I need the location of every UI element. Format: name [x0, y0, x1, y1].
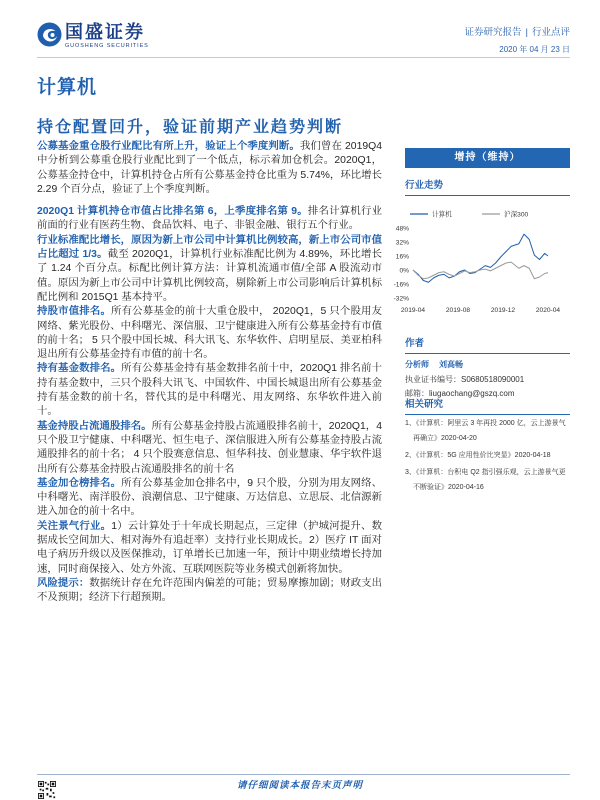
- paragraph: [37, 205, 382, 234]
- y-tick-label: 0%: [399, 267, 409, 275]
- footer-disclaimer: 请仔细阅读本报告末页声明: [236, 780, 363, 791]
- paragraph-body: 1）云计算处于十年成长期起点，三定律（护城河提升、数据成长空间加大、相对海外有追赶率）支持行业长期成长。2）医疗 IT 面对电子病历升级以及医保推动，订单增长已加速一年，预计中期业绩增长持加速，同时商保接入、处方外流、互联网医院等业务模式创新将加快。: [37, 520, 383, 575]
- paragraph-lead: 持股市值排名。: [37, 306, 112, 318]
- paragraph: [37, 362, 382, 419]
- paragraph-lead: 2020Q1 计算机持仓市值占比排名第 6，上季度排名第 9。: [37, 206, 308, 218]
- paragraph-lead: 行业标准配比增长，原因为新上市公司中计算机比例较高，新上市公司市值占比超过 1/3。: [37, 234, 382, 261]
- paragraph: [37, 577, 382, 606]
- y-tick-label: 48%: [395, 225, 409, 233]
- industry-heading: 计算机: [37, 77, 98, 98]
- paragraph-lead: 基金持股占流通股排名。: [37, 420, 152, 432]
- paragraph-body: 截至 2020Q1，计算机行业标准配比例为 4.89%，环比增长了 1.24 个百分点。标配比例计算方法：计算机流通市值/全部 A 股流动市值。原因为新上市公司中计算机比例较高，剔除新上市公司影响后计算机标配比例和 2015Q1 基本持平。: [37, 249, 382, 303]
- footer-divider: [37, 774, 570, 775]
- rating-badge: 增持（维持）: [405, 148, 570, 168]
- report-date: 2020 年 04 月 23 日: [499, 45, 570, 54]
- report-category: 行业点评: [531, 27, 570, 38]
- y-tick-label: -32%: [393, 295, 409, 303]
- report-type-line: [465, 27, 571, 39]
- y-tick-label: 16%: [395, 253, 409, 261]
- paragraph-body: 所有公募基金持股占流通股排名前十，2020Q1，4 只个股卫宁健康、中科曙光、恒生电子、深信服进入所有公募基金持股占流通股排名的前十名； 4 只个股赛意信息、恒华科技、创业慧康、华宇软件退出所有公募基金持股占流通股排名的前十名: [37, 420, 382, 475]
- author-email[interactable]: 邮箱：liugaochang@gszq.com: [405, 389, 515, 398]
- legend-label: 计算机: [432, 211, 452, 219]
- related-section-heading: 相关研究: [405, 399, 570, 415]
- y-tick-label: -16%: [393, 281, 409, 289]
- body-column: [37, 140, 382, 606]
- header-divider: [37, 57, 570, 58]
- author-name: 刘高畅: [439, 360, 463, 369]
- paragraph: [37, 477, 382, 520]
- x-tick-label: 2020-04: [535, 307, 561, 314]
- logo-subtitle: GUOSHENG SECURITIES: [65, 43, 149, 49]
- legend-label: 沪深300: [504, 211, 529, 219]
- paragraph: [37, 234, 382, 305]
- x-tick-label: 2019-04: [400, 307, 426, 314]
- header-separator: |: [525, 27, 528, 38]
- paragraph-body: 我们曾在 2019Q4 中分析到公募重仓股行业配比到了一个低点，标示着加仓机会。2020Q1，公募基金持仓中，计算机持仓占所有公募基金持仓比重为 5.74%，环比增长 2.29 个百分点，验证了上个季度判断。: [37, 141, 382, 195]
- x-tick-label: 2019-12: [490, 307, 516, 314]
- logo-mark-icon: [37, 22, 62, 47]
- author-cert: 执业证书编号：S0680518090001: [405, 375, 525, 384]
- paragraph-lead: 关注景气行业。: [37, 520, 112, 532]
- author-row: [405, 359, 570, 370]
- author-section-heading: 作者: [405, 338, 570, 354]
- y-tick-label: 32%: [395, 239, 409, 247]
- series-line-2: [413, 262, 548, 279]
- x-tick-label: 2019-08: [445, 307, 471, 314]
- related-research-list: [405, 416, 570, 497]
- paragraph: [37, 420, 382, 477]
- related-research-item[interactable]: 2、《计算机：5G 应用性价比突显》2020-04-18: [405, 452, 551, 459]
- paragraph-body: 所有公募基金的前十大重仓股中， 2020Q1，5 只个股用友网络、紫光股份、中科曙光、深信服、卫宁健康进入所有公募基金持有市值的前十名； 5 只个股中国长城、科大讯飞、东华软件、启明星辰、美亚柏科退出所有公募基金持有市值的前十名。: [37, 306, 383, 361]
- industry-trend-chart: [380, 200, 570, 320]
- qr-code-icon: [38, 781, 56, 799]
- paragraph-body: 数据统计存在允许范围内偏差的可能；贸易摩擦加剧；财政支出不及预期；经济下行超预期。: [37, 577, 383, 604]
- paragraph: [37, 305, 382, 362]
- related-research-item[interactable]: 3、《计算机：台积电 Q2 指引强乐观，云上游景气更不断验证》2020-04-16: [405, 469, 566, 491]
- paragraph-body: 排名计算机行业前面的行业有医药生物、食品饮料、电子、非银金融、银行五个行业。: [37, 206, 382, 232]
- report-type: 证券研究报告: [464, 27, 522, 38]
- paragraph: [37, 140, 382, 197]
- trend-section-heading: 行业走势: [405, 180, 570, 196]
- paragraph-lead: 风险提示：: [37, 577, 90, 589]
- paragraph-lead: 持有基金数排名。: [37, 363, 122, 375]
- paragraph-body: 所有公募基金持有基金数排名前十中，2020Q1 排名前十持有基金数中，三只个股科大讯飞、中国软件、中国长城退出所有公募基金持有基金数的前十名，替代其的是中科曙光、用友网络、东华软件进入前十。: [37, 363, 382, 418]
- paragraph-lead: 基金加仓榜排名。: [37, 477, 122, 489]
- page-title: 持仓配置回升，验证前期产业趋势判断: [37, 119, 344, 136]
- paragraph: [37, 520, 382, 577]
- logo-name: 国盛证券: [65, 22, 145, 42]
- paragraph-body: 所有公募基金加仓排名中，9 只个股，分别为用友网络、中科曙光、南洋股份、浪潮信息、卫宁健康、万达信息、立思辰、北信源新进入加仓的前十名中。: [37, 477, 383, 518]
- paragraph-lead: 公募基金重仓股行业配比有所上升，验证上个季度判断。: [37, 141, 300, 152]
- related-research-item[interactable]: 1、《计算机：阿里云 3 年再投 2000 亿，云上游景气再确立》2020-04-20: [405, 420, 566, 442]
- author-role: 分析师: [405, 360, 429, 369]
